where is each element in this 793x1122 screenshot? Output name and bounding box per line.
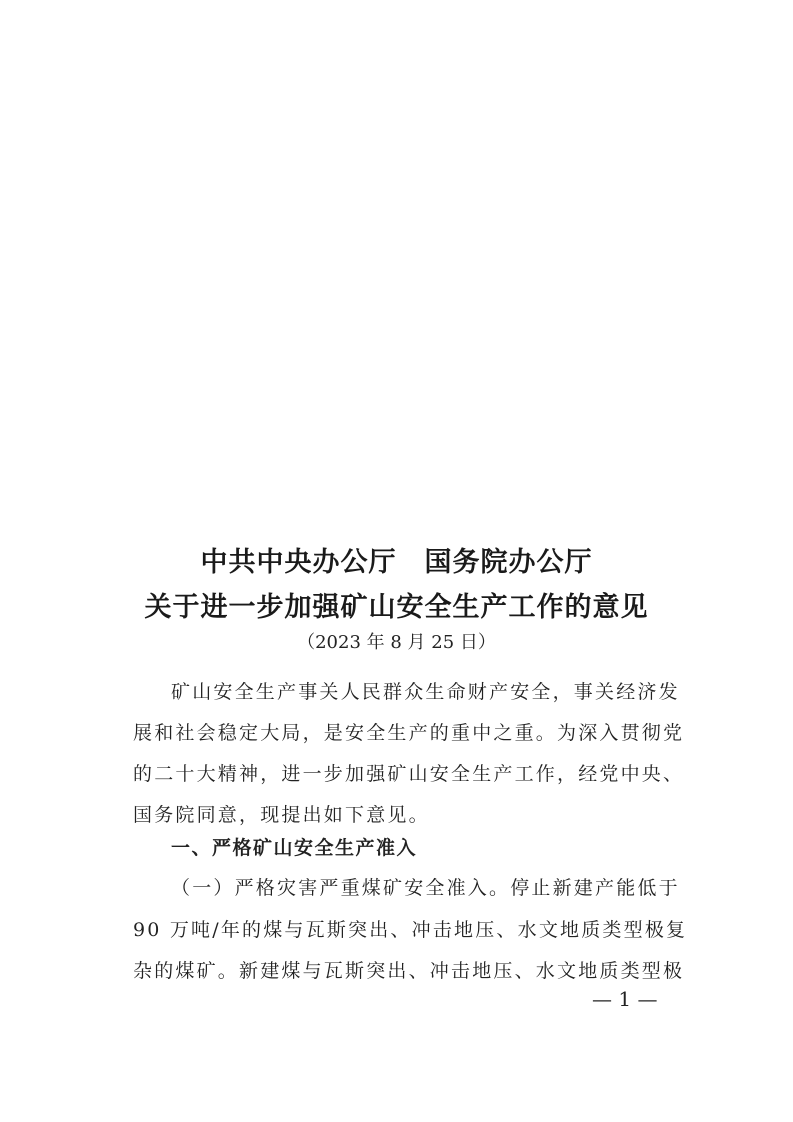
body-text-line: 展和社会稳定大局，是安全生产的重中之重。为深入贯彻党 — [133, 722, 685, 744]
document-title-line2: 关于进一步加强矿山安全生产工作的意见 — [144, 592, 649, 623]
body-text-line: 国务院同意，现提出如下意见。 — [133, 804, 430, 826]
document-date: （2023 年 8 月 25 日） — [297, 632, 496, 653]
body-text-line: 90 万吨/年的煤与瓦斯突出、冲击地压、水文地质类型极复 — [133, 919, 688, 941]
body-text-line: 矿山安全生产事关人民群众生命财产安全，事关经济发 — [171, 681, 680, 703]
page-number: — 1 — — [592, 987, 658, 1011]
section-heading: 一、严格矿山安全生产准入 — [171, 837, 418, 859]
document-title-line1: 中共中央办公厅 国务院办公厅 — [200, 547, 593, 578]
body-text-line: 的二十大精神，进一步加强矿山安全生产工作，经党中央、 — [133, 763, 685, 785]
body-text-line: （一）严格灾害严重煤矿安全准入。停止新建产能低于 — [171, 877, 680, 899]
body-text-line: 杂的煤矿。新建煤与瓦斯突出、冲击地压、水文地质类型极 — [133, 960, 685, 982]
